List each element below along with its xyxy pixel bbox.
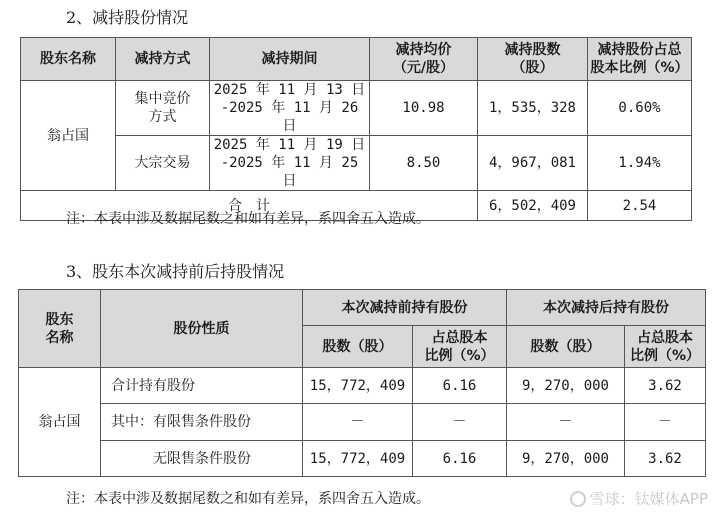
table-row	[21, 136, 692, 191]
period-cell: 2025 年 11 月 13 日 -2025 年 11 月 26 日	[210, 81, 370, 136]
header-before-ratio: 占总股本 比例（%）	[413, 326, 507, 368]
shares-cell: 1，535，328	[478, 81, 588, 136]
method-cell: 大宗交易	[116, 136, 210, 191]
before-ratio-cell: 6.16	[413, 441, 507, 477]
after-ratio-cell: 3.62	[625, 441, 706, 477]
reduction-table	[20, 37, 692, 221]
before-ratio-cell: 6.16	[413, 368, 507, 404]
header-before: 本次减持前持有股份	[303, 290, 507, 326]
total-shares: 6，502，409	[478, 191, 588, 221]
period-cell: 2025 年 11 月 19 日 -2025 年 11 月 25 日	[210, 136, 370, 191]
before-shares-cell: －	[303, 404, 413, 441]
total-label: 合 计	[21, 191, 478, 221]
reduction-note: 注：本表中涉及数据尾数之和如有差异，系四舍五入造成。	[66, 211, 430, 227]
after-shares-cell: －	[507, 404, 625, 441]
header-shares: 减持股数 （股）	[478, 38, 588, 81]
after-shares-cell: 9，270，000	[507, 368, 625, 404]
header-after: 本次减持后持有股份	[507, 290, 706, 326]
table-row	[19, 441, 706, 477]
header-after-ratio: 占总股本 比例（%）	[625, 326, 706, 368]
shareholder-name: 翁占国	[19, 368, 101, 477]
before-ratio-cell: －	[413, 404, 507, 441]
shares-cell: 4，967，081	[478, 136, 588, 191]
header-shareholder: 股东 名称	[19, 290, 101, 368]
before-shares-cell: 15，772，409	[303, 368, 413, 404]
holdings-note: 注：本表中涉及数据尾数之和如有差异，系四舍五入造成。	[66, 491, 430, 507]
price-cell: 10.98	[370, 81, 478, 136]
total-ratio: 2.54	[588, 191, 692, 221]
header-shareholder: 股东名称	[21, 38, 116, 81]
section-heading-holdings: 3、股东本次减持前后持股情况	[66, 262, 285, 281]
snowball-logo-icon	[570, 491, 586, 507]
after-ratio-cell: －	[625, 404, 706, 441]
method-cell: 集中竞价 方式	[116, 81, 210, 136]
watermark	[570, 488, 708, 509]
holdings-table	[18, 289, 706, 477]
header-ratio: 减持股份占总 股本比例（%）	[588, 38, 692, 81]
header-method: 减持方式	[116, 38, 210, 81]
header-period: 减持期间	[210, 38, 370, 81]
header-avg-price: 减持均价 （元/股）	[370, 38, 478, 81]
share-nature-cell: 合计持有股份	[101, 368, 303, 404]
price-cell: 8.50	[370, 136, 478, 191]
shareholder-name: 翁占国	[21, 81, 116, 191]
table-row	[19, 404, 706, 441]
ratio-cell: 1.94%	[588, 136, 692, 191]
section-heading-reduction: 2、减持股份情况	[66, 8, 189, 27]
ratio-cell: 0.60%	[588, 81, 692, 136]
header-before-shares: 股数（股）	[303, 326, 413, 368]
watermark-text: 雪球：钛媒体APP	[589, 490, 708, 508]
header-after-shares: 股数（股）	[507, 326, 625, 368]
share-nature-cell: 无限售条件股份	[101, 441, 303, 477]
after-ratio-cell: 3.62	[625, 368, 706, 404]
header-share-nature: 股份性质	[101, 290, 303, 368]
table-row	[19, 368, 706, 404]
after-shares-cell: 9，270，000	[507, 441, 625, 477]
before-shares-cell: 15，772，409	[303, 441, 413, 477]
share-nature-cell: 其中：有限售条件股份	[101, 404, 303, 441]
table-row	[21, 81, 692, 136]
